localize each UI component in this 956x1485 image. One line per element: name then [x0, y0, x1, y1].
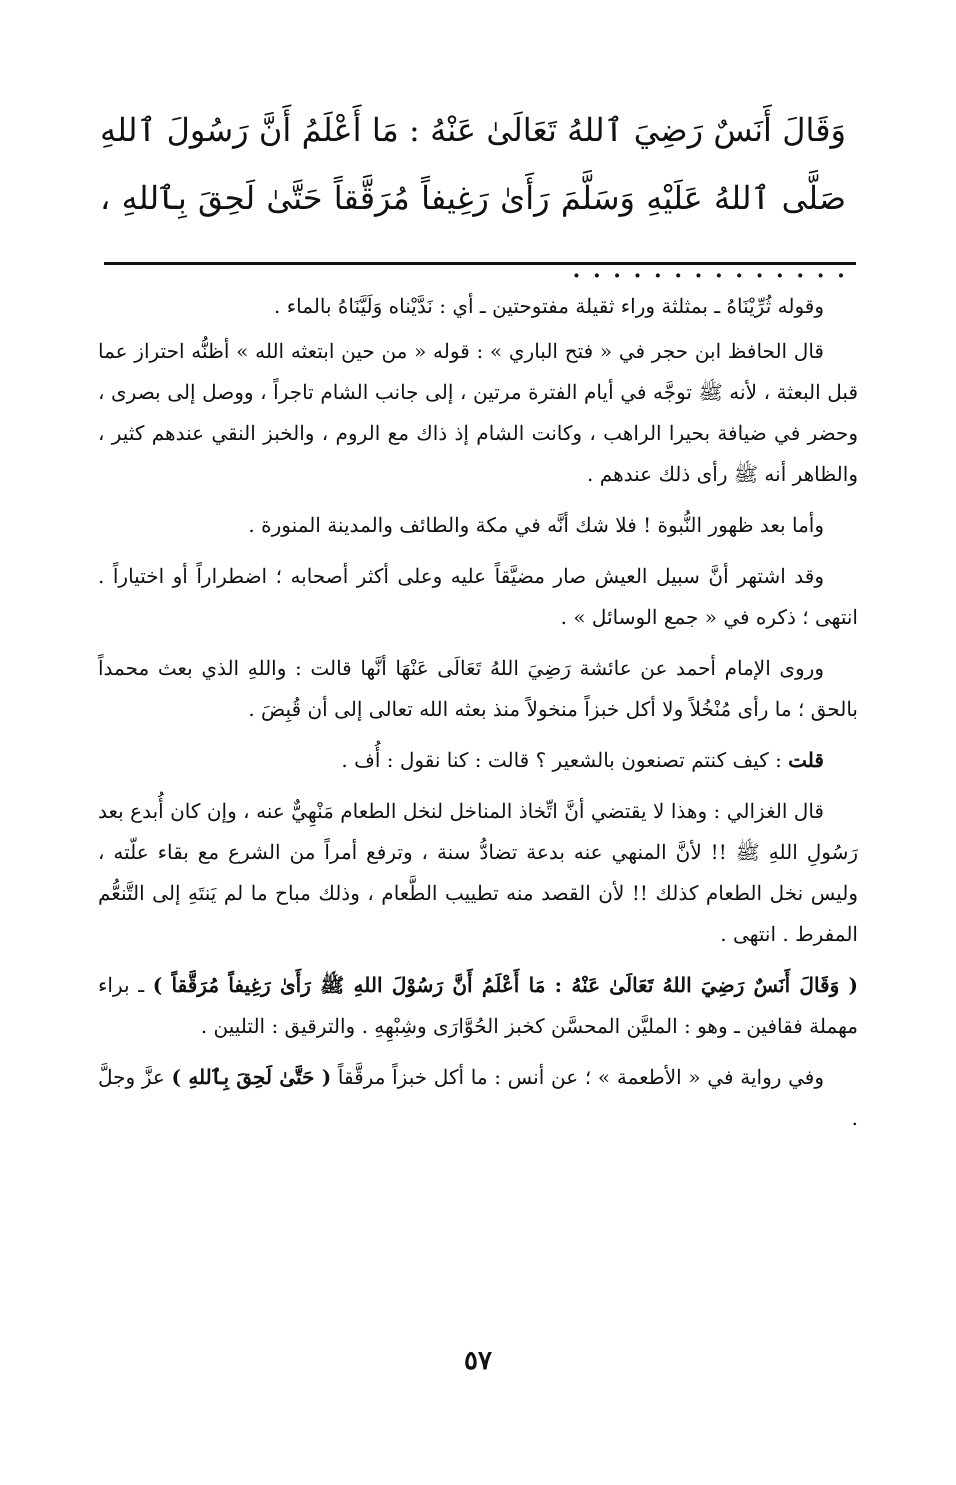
commentary-paragraph-8-text: ـ براء مهملة فقافين ـ وهو : المليَّن المحسَّن كخبز الحُوَّارَى وشِبْهِهِ . والترقيق : التليين .: [98, 973, 858, 1038]
hadith-quote: ( وَقَالَ أَنَسٌ رَضِيَ اللهُ تَعَالَىٰ عَنْهُ : مَا أَعْلَمُ أَنَّ رَسُوْلَ اللهِ ﷺ رَأَىٰ رَغِيفاً مُرَقَّقاً ): [152, 973, 859, 997]
commentary-paragraph-6: [98, 740, 858, 781]
footnote-divider: [104, 262, 856, 265]
commentary-paragraph-3: وأما بعد ظهور النُّبوة ! فلا شك أنَّه في مكة والطائف والمدينة المنورة .: [248, 513, 824, 537]
commentary-paragraph-5: وروى الإمام أحمد عن عائشة رَضِيَ اللهُ تَعَالَى عَنْهَا أنَّها قالت : واللهِ الذي بعث محمداً بالحق ؛ ما رأى مُنْخُلاً ولا أكل خبزاً منخولاً منذ بعثه الله تعالى إلى أن قُبِضَ .: [98, 656, 858, 721]
commentary-section: [98, 286, 858, 1149]
commentary-paragraph-4: وقد اشتهر أنَّ سبيل العيش صار مضيَّقاً عليه وعلى أكثر أصحابه ؛ اضطراراً أو اختياراً . انتهى ؛ ذكره في « جمع الوسائل » .: [98, 564, 858, 629]
commentary-paragraph-9-end: عزَّ وجلَّ .: [98, 1065, 858, 1130]
page-number: ٥٧: [464, 1346, 492, 1376]
commentary-paragraph-6-text: : كيف كنتم تصنعون بالشعير ؟ قالت : كنا نقول : أُف .: [341, 748, 789, 772]
commentary-paragraph-8: [98, 965, 858, 1047]
hadith-quote-end: ( حَتَّىٰ لَحِقَ بِٱللهِ ): [171, 1065, 332, 1089]
commentary-paragraph-9-text: وفي رواية في « الأطعمة » ؛ عن أنس : ما أكل خبزاً مرقَّقاً: [331, 1065, 824, 1089]
commentary-paragraph-1: وقوله ثُرِّيْنَاهُ ـ بمثلثة وراء ثقيلة مفتوحتين ـ أي : نَدَّيْناه وَلَيَّنَاهُ بالماء .: [274, 294, 824, 318]
hadith-text: وَقَالَ أَنَسٌ رَضِيَ ٱللهُ تَعَالَىٰ عَنْهُ : مَا أَعْلَمُ أَنَّ رَسُولَ ٱللهِ صَلَّى ٱللهُ عَلَيْهِ وَسَلَّمَ رَأَىٰ رَغِيفاً مُرَقَّقاً حَتَّىٰ لَحِقَ بِٱللهِ ، . . . . . . . . . . . . . .: [100, 111, 846, 285]
commentary-paragraph-9: [98, 1057, 858, 1139]
qultu-label: قلت: [788, 748, 824, 772]
commentary-paragraph-7: قال الغزالي : وهذا لا يقتضي أنَّ اتِّخاذ المناخل لنخل الطعام مَنْهِيٌّ عنه ، وإن كان أُبدع بعد رَسُولِ اللهِ ﷺ !! لأنَّ المنهي عنه بدعة تضادُّ سنة ، وترفع أمراً من الشرع مع بقاء علّته ، وليس نخل الطعام كذلك !! لأن القصد منه تطييب الطَّعام ، وذلك مباح ما لم يَنتَهِ إلى التَّنعُّم المفرط . انتهى .: [98, 799, 858, 946]
commentary-paragraph-2: قال الحافظ ابن حجر في « فتح الباري » : قوله « من حين ابتعثه الله » أظنُّه احتراز عما قبل البعثة ، لأنه ﷺ توجَّه في أيام الفترة مرتين ، إلى جانب الشام تاجراً ، ووصل إلى بصرى ، وحضر في ضيافة بحيرا الراهب ، وكانت الشام إذ ذاك مع الروم ، والخبز النقي عندهم كثير ، والظاهر أنه ﷺ رأى ذلك عندهم .: [98, 339, 858, 486]
